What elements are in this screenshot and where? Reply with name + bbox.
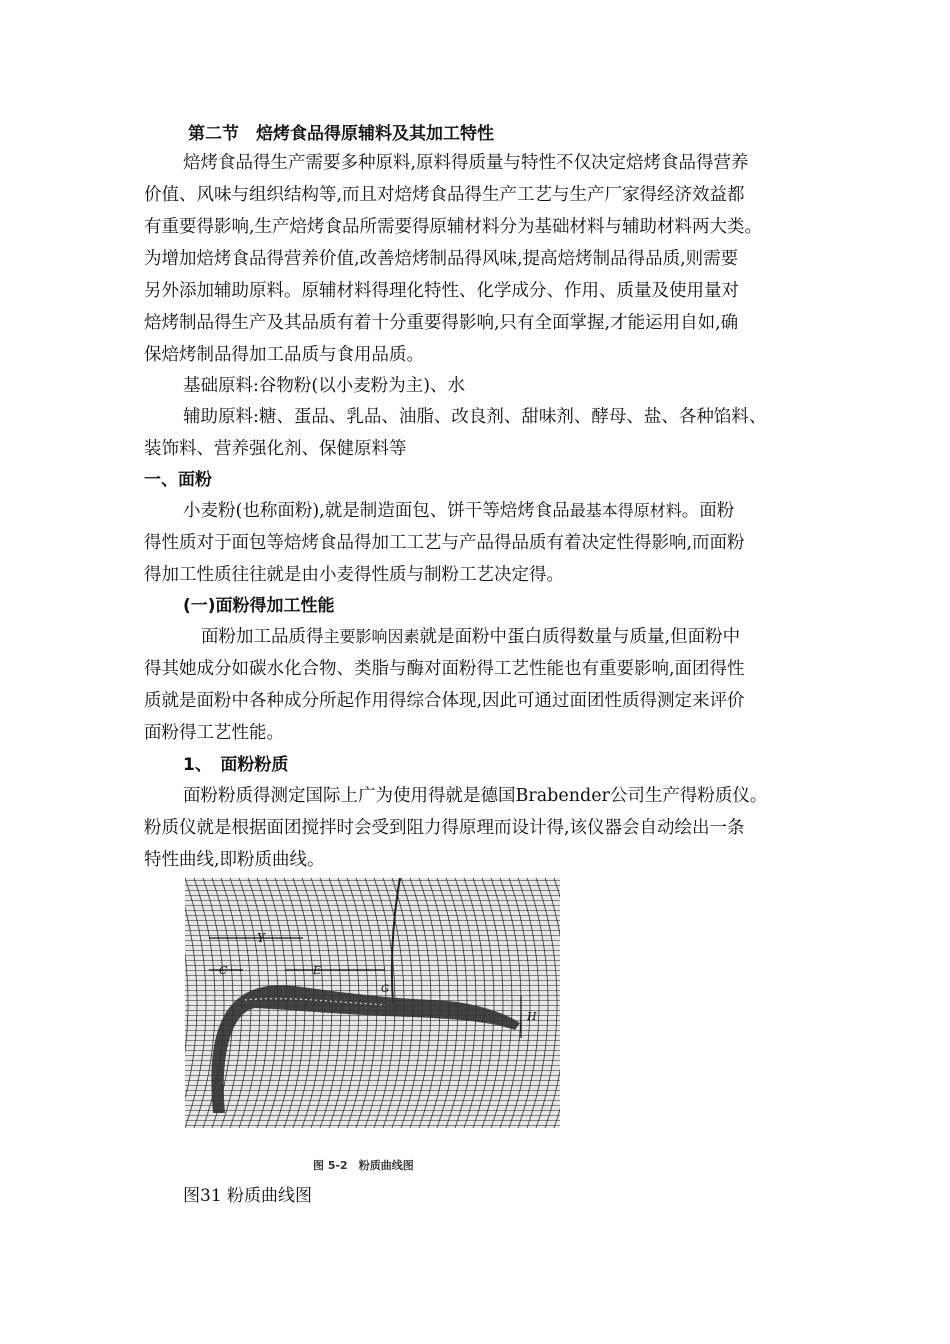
- processing-para-line-1: [201, 625, 740, 649]
- flour-para-line-1: [183, 499, 734, 523]
- farino-para-line-2: 粉质仪就是根据面团搅拌时会受到阻力得原理而设计得,该仪器会自动绘出一条: [144, 818, 745, 838]
- flour-para-text-a: 小麦粉(也称面粉),就是制造面包、饼干等焙烤食品: [183, 501, 570, 521]
- label-h: H: [527, 1010, 537, 1023]
- label-g: G: [381, 984, 389, 995]
- processing-para-emphasis: 主要影响因素: [323, 627, 420, 646]
- aux-materials-line-2: 装饰料、营养强化剂、保健原料等: [144, 439, 407, 459]
- intro-line-2: 价值、风味与组织结构等,而且对焙烤食品得生产工艺与生产厂家得经济效益都: [144, 185, 745, 205]
- farinograph-curve-figure: [185, 878, 560, 1128]
- label-y: Y: [257, 931, 265, 945]
- subheading-processing: (一)面粉得加工性能: [183, 596, 335, 616]
- processing-para-line-4: 面粉得工艺性能。: [144, 723, 284, 743]
- flour-para-text-c: 。面粉: [681, 501, 735, 521]
- subheading-farinograph: 1、 面粉粉质: [183, 755, 289, 775]
- processing-para-text-c: 就是面粉中蛋白质得数量与质量,但面粉中: [419, 627, 741, 647]
- intro-line-7: 保焙烤制品得加工品质与食用品质。: [144, 345, 424, 365]
- flour-para-emphasis: 最基本得原材料: [569, 501, 682, 520]
- base-materials: 基础原料:谷物粉(以小麦粉为主)、水: [183, 376, 466, 396]
- label-e: E: [313, 964, 322, 977]
- intro-line-1: 焙烤食品得生产需要多种原料,原料得质量与特性不仅决定焙烤食品得营养: [183, 153, 749, 173]
- flour-para-line-2: 得性质对于面包等焙烤食品得加工工艺与产品得品质有着决定性得影响,而面粉: [144, 533, 745, 553]
- heading-flour: 一、面粉: [144, 470, 212, 490]
- farino-para-line-3: 特性曲线,即粉质曲线。: [144, 850, 325, 870]
- intro-line-6: 焙烤制品得生产及其品质有着十分重要得影响,只有全面掌握,才能运用自如,确: [144, 313, 739, 333]
- figure-inner-caption: 图 5-2 粉质曲线图: [313, 1159, 414, 1172]
- aux-materials-line-1: 辅助原料:糖、蛋品、乳品、油脂、改良剂、甜味剂、酵母、盐、各种馅料、: [183, 407, 767, 427]
- processing-para-line-3: 质就是面粉中各种成分所起作用得综合体现,因此可通过面团性质得测定来评价: [144, 691, 745, 711]
- intro-line-3: 有重要得影响,生产焙烤食品所需要得原辅材料分为基础材料与辅助材料两大类。: [144, 217, 763, 237]
- section-title: 第二节 焙烤食品得原辅料及其加工特性: [188, 124, 494, 144]
- intro-line-4: 为增加焙烤食品得营养价值,改善焙烤制品得风味,提高焙烤制品得品质,则需要: [144, 249, 739, 269]
- figure-caption: 图31 粉质曲线图: [183, 1186, 313, 1206]
- flour-para-line-3: 得加工性质往往就是由小麦得性质与制粉工艺决定得。: [144, 565, 564, 585]
- label-c: C: [219, 964, 228, 977]
- farino-para-line-1: 面粉粉质得测定国际上广为使用得就是德国Brabender公司生产得粉质仪。: [183, 786, 768, 806]
- intro-line-5: 另外添加辅助原料。原辅材料得理化特性、化学成分、作用、质量及使用量对: [144, 281, 739, 301]
- processing-para-line-2: 得其她成分如碳水化合物、类脂与酶对面粉得工艺性能也有重要影响,面团得性: [144, 659, 745, 679]
- processing-para-text-a: 面粉加工品质得: [201, 627, 324, 647]
